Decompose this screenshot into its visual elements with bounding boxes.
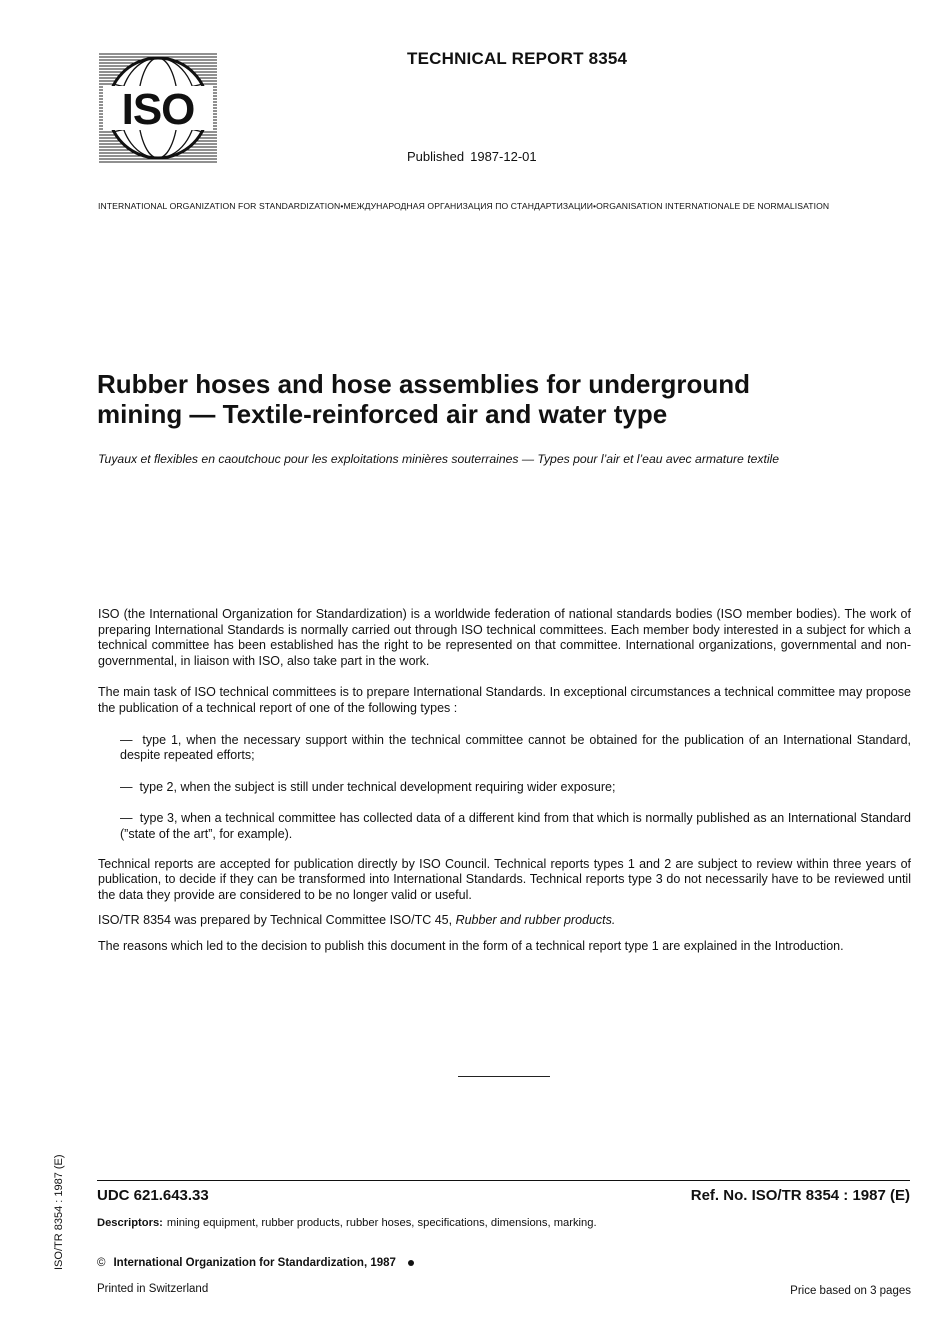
- organization-line: INTERNATIONAL ORGANIZATION FOR STANDARDIZATION•МЕЖДУНАРОДНАЯ ОРГАНИЗАЦИЯ ПО СТАНДАРТИЗАЦИИ•ORGANISATION INTERNATIONALE DE NORMALISATION: [98, 201, 830, 211]
- list-text: type 3, when a technical committee has collected data of a different kind from that which is normally published as an International Standard (”state of the art”, for example).: [120, 811, 911, 841]
- published-label: Published: [407, 149, 465, 164]
- published-info: [407, 149, 537, 164]
- copyright-icon: ©: [97, 1257, 106, 1269]
- published-date: 1987-12-01: [470, 149, 537, 164]
- paragraph-prepared-by: [98, 913, 911, 929]
- paragraph-reasons: The reasons which led to the decision to publish this document in the form of a technical report type 1 are explained in the Introduction.: [98, 938, 844, 953]
- descriptors: [97, 1217, 597, 1229]
- list-item-type-1: [98, 733, 911, 764]
- title-line-2: mining — Textile-reinforced air and water type: [97, 399, 668, 429]
- bullet-icon: [408, 1260, 414, 1266]
- section-divider: [458, 1076, 550, 1077]
- footer-rule: [97, 1180, 910, 1181]
- iso-logo: [99, 52, 217, 164]
- udc-number: UDC 621.643.33: [97, 1187, 209, 1204]
- paragraph-main-task: The main task of ISO technical committees is to prepare International Standards. In exceptional circumstances a technical committee may propose the publication of a technical report of one of the following types :: [98, 685, 911, 715]
- document-title: [97, 369, 887, 429]
- reference-number: Ref. No. ISO/TR 8354 : 1987 (E): [690, 1187, 910, 1204]
- foreword-body: [98, 607, 911, 965]
- descriptors-text: mining equipment, rubber products, rubber hoses, specifications, dimensions, marking.: [166, 1217, 597, 1229]
- french-subtitle: Tuyaux et flexibles en caoutchouc pour les exploitations minières souterraines — Types pour l’air et l’eau avec armature textile: [98, 452, 780, 466]
- paragraph-iso-intro: ISO (the International Organization for Standardization) is a worldwide federation of national standards bodies (ISO member bodies). The work of preparing International Standards is normally carried out through ISO technical committees. Each member body interested in a subject for which a technical committee has been established has the right to be represented on that committee. International organizations, governmental and non-governmental, in liaison with ISO, also take part in the work.: [98, 607, 911, 668]
- printed-in: Printed in Switzerland: [97, 1283, 209, 1295]
- list-text: type 2, when the subject is still under technical development requiring wider exposure;: [139, 779, 616, 794]
- list-item-type-2: [98, 780, 911, 796]
- copyright-text: International Organization for Standardization, 1987: [113, 1257, 396, 1269]
- list-dash: —: [120, 779, 133, 794]
- list-dash: —: [120, 732, 133, 747]
- descriptors-label: Descriptors:: [97, 1217, 163, 1229]
- list-dash: —: [120, 811, 133, 826]
- copyright-line: [97, 1257, 414, 1269]
- title-line-1: Rubber hoses and hose assemblies for underground: [97, 369, 751, 399]
- list-text: type 1, when the necessary support within the technical committee cannot be obtained for the publication of an International Standard, despite repeated efforts;: [120, 732, 911, 763]
- list-item-type-3: [98, 811, 911, 842]
- prepared-by-text: ISO/TR 8354 was prepared by Technical Committee ISO/TC 45,: [98, 913, 456, 928]
- price-note: Price based on 3 pages: [790, 1285, 911, 1297]
- report-title: TECHNICAL REPORT 8354: [407, 49, 628, 68]
- committee-name: Rubber and rubber products.: [455, 913, 616, 928]
- svg-text:ISO: ISO: [121, 85, 195, 134]
- paragraph-technical-reports: Technical reports are accepted for publication directly by ISO Council. Technical reports types 1 and 2 are subject to review within three years of publication, to decide if they can be transformed into International Standards. Technical reports type 3 do not necessarily have to be reviewed until the data they provide are considered to be no longer valid or useful.: [98, 856, 911, 902]
- side-reference: ISO/TR 8354 : 1987 (E): [53, 1154, 65, 1270]
- iso-logo-graphic: [99, 52, 217, 164]
